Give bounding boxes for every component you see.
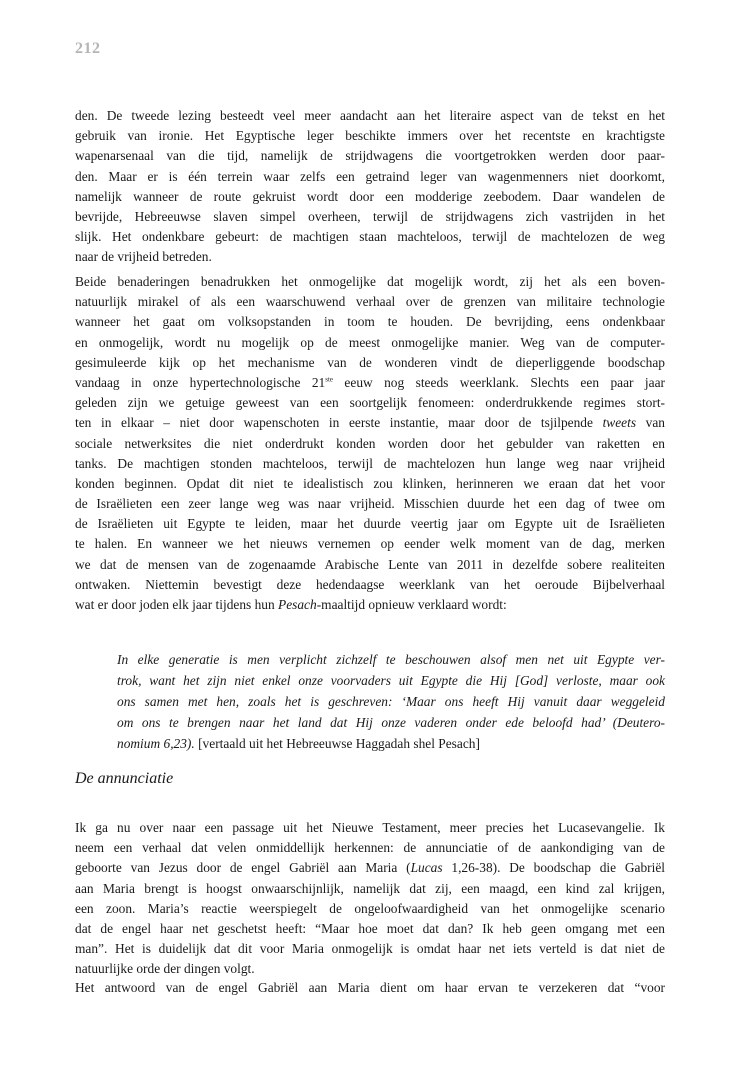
text-line: de Israëlieten uit Egypte te leiden, maar het duurde veertig jaar om Egypte uit de Israëlieten [75,516,665,532]
text-line: tanks. De machtigen stonden machteloos, terwijl de machtelozen hun lange weg naar vrijheid [75,455,665,471]
quote-line [117,733,665,754]
text-line: slijk. Het ondenkbare gebeurt: de machtigen staan machteloos, terwijl de machtelozen de weg [75,229,665,245]
text-line: een zoon. Maria’s reactie weerspiegelt de ongeloofwaardigheid van het onmogelijke scenario [75,900,665,916]
text-line: namelijk wanneer de route gekruist wordt door een modderige zeebodem. Daar wandelen de [75,188,665,204]
page-number: 212 [75,40,101,57]
text-line: natuurlijke orde der dingen volgt. [75,961,255,977]
text-line: wapenarsenaal van die tijd, namelijk de strijdwagens die voortgetrokken werden door paar- [75,148,665,164]
superscript-ste: ste [325,375,333,384]
text-line: natuurlijk mirakel of als een waarschuwend verhaal over de grenzen van militaire technologie [75,294,665,310]
text-line: gebruik van ironie. Het Egyptische leger beschikte immers over het recentste en krachtigste [75,128,665,144]
block-quote [117,649,665,754]
paragraph-4 [75,978,665,998]
text-fragment: geboorte van Jezus door de engel Gabriël aan Maria ( [75,860,411,876]
text-fragment: 1,26-38). De boodschap die Gabriël [442,860,665,876]
text-line: man”. Het is duidelijk dat dit voor Maria onmogelijk is omdat haar net iets verteld is dat niet de [75,941,665,957]
text-line: wanneer het gaat om volksopstanden in toom te houden. De bevrijding, eens ondenkbaar [75,314,665,330]
text-line: de Israëlieten een zeer lange weg was naar vrijheid. Misschien duurde het een dag of twee om [75,496,665,512]
text-line: den. De tweede lezing besteedt veel meer aandacht aan het literaire aspect van de tekst en het [75,108,665,123]
paragraph-2 [75,272,665,615]
text-line [75,858,665,878]
text-line: te halen. En wanneer we het nieuws vernemen op eender welk moment van de dag, merken [75,536,665,552]
italic-term-tweets: tweets [602,415,637,431]
text-fragment: -maaltijd opnieuw verklaard wordt: [316,597,507,612]
paragraph-3 [75,818,665,980]
text-line: neem een verhaal dat velen onmiddellijk herkennen: de annunciatie of de aankondiging van de [75,840,665,856]
quote-line: trok, want het zijn niet enkel onze voorvaders uit Egypte die Hij [God] verloste, maar ook [117,673,665,688]
text-line: sociale netwerksites die niet onderdrukt konden worden door het gebulder van raketten en [75,435,665,451]
text-line: naar de vrijheid betreden. [75,249,212,265]
text-line [75,413,665,433]
text-line: Ik ga nu over naar een passage uit het Nieuwe Testament, meer precies het Lucasevangelie. Ik [75,820,665,835]
quote-fragment: nomium 6,23). [117,736,195,751]
text-line: we dat de mensen van de zogenaamde Arabische Lente van 2011 in dezelfde sobere realiteiten [75,556,665,572]
text-line [75,595,665,615]
text-line [75,373,665,393]
quote-line: In elke generatie is men verplicht zichzelf te beschouwen alsof men net uit Egypte ver- [117,652,665,667]
text-line: ontwaken. Niettemin bevestigt deze hedendaagse weerklank van het oeroude Bijbelverhaal [75,576,665,592]
text-fragment: eeuw nog steeds weerklank. Slechts een paar jaar [333,374,665,390]
quote-source: [vertaald uit het Hebreeuwse Haggadah shel Pesach] [194,736,480,751]
section-heading: De annunciatie [75,770,174,787]
text-line: den. Maar er is één terrein waar zelfs een getraind leger van wagenmenners niet doorkomt, [75,168,665,184]
paragraph-1 [75,106,665,268]
text-line: gesimuleerde kijk op het mechanisme van de wonderen vindt de dieperliggende boodschap [75,354,665,370]
text-line: konden beginnen. Opdat dit niet te idealistisch zou klinken, herinneren we eraan dat het voor [75,475,665,491]
text-line: Beide benaderingen benadrukken het onmogelijke dat mogelijk wordt, zij het als een boven- [75,274,665,289]
quote-line: om ons te brengen naar het land dat Hij onze vaderen onder ede beloofd had’ (Deutero- [117,715,665,730]
text-line: dat de engel haar net geschetst heeft: “Maar hoe moet dat dan? Ik heb geen omgang met een [75,920,665,936]
quote-line: ons samen met hen, zoals het is geschreven: ‘Maar ons heeft Hij vanuit daar weggeleid [117,694,665,709]
italic-term-pesach: Pesach [278,597,317,612]
text-fragment: wat er door joden elk jaar tijdens hun [75,597,279,612]
text-fragment: ten in elkaar – niet door wapenschoten in eerste instantie, maar door de tsjilpende [75,415,603,431]
text-line: bevrijde, Hebreeuwse slaven simpel overheen, terwijl de strijdwagens zich vastrijden in het [75,208,665,224]
text-line: geleden zijn we getuige geweest van een soortgelijk fenomeen: onderdrukkende regimes stort- [75,395,665,411]
italic-term-lucas: Lucas [410,860,443,876]
text-fragment: van [636,415,665,431]
text-line: Het antwoord van de engel Gabriël aan Maria dient om haar ervan te verzekeren dat “voor [75,980,665,995]
text-line: aan Maria brengt is hoogst onwaarschijnlijk, namelijk dat zij, een maagd, een kind zal krijgen, [75,880,665,896]
text-fragment: vandaag in onze hypertechnologische 21 [75,374,326,390]
text-line: en onmogelijk, wordt nu mogelijk op de meest onmogelijke manier. Weg van de computer- [75,334,665,350]
